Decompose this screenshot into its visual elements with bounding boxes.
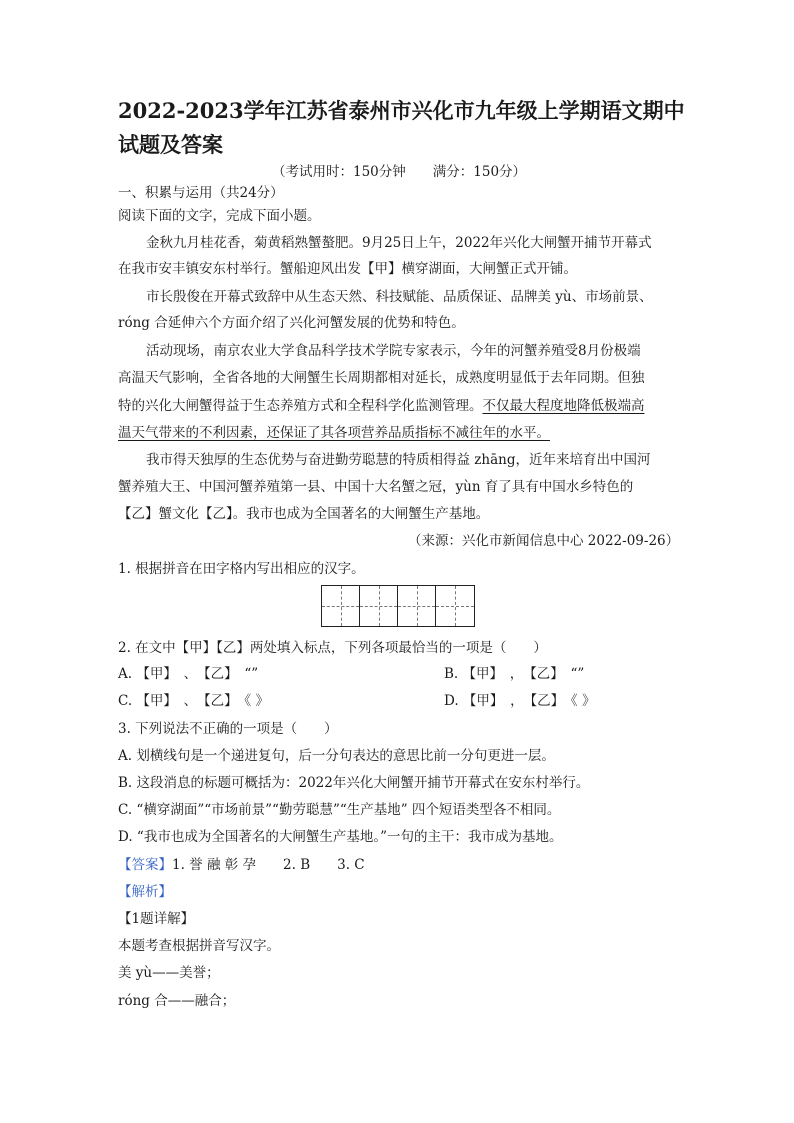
analysis-line3: róng 合——融合； — [118, 993, 236, 1009]
question-1: 1. 根据拼音在田字格内写出相应的汉字。 — [118, 561, 365, 577]
passage-p3-line3 — [118, 396, 645, 416]
question-2: 2. 在文中【甲】【乙】两处填入标点，下列各项最恰当的一项是（ ） — [118, 640, 547, 656]
question-3: 3. 下列说法不正确的一项是（ ） — [118, 721, 338, 737]
passage-p1-line1: 金秋九月桂花香，菊黄稻熟蟹螯肥。9月25日上午，2022年兴化大闸蟹开捕节开幕式 — [146, 235, 652, 251]
grid-cell[interactable] — [398, 586, 436, 626]
q2-option-d: D. 【甲】 ， 【乙】 《 》 — [444, 693, 596, 709]
passage-p3-line3-plain: 特的兴化大闸蟹得益于生态养殖方式和全程科学化监测管理。 — [118, 398, 483, 414]
answer-text: 1. 誉 融 彰 孕 2. B 3. C — [172, 857, 365, 873]
analysis-subheading: 【1题详解】 — [118, 911, 195, 927]
analysis-label: 【解析】 — [118, 884, 172, 900]
grid-cell[interactable] — [436, 586, 474, 626]
passage-source: （来源：兴化市新闻信息中心 2022-09-26） — [408, 533, 680, 549]
q2-option-c: C. 【甲】 、 【乙】 《 》 — [118, 693, 269, 709]
grid-cell[interactable] — [322, 586, 360, 626]
document-title-line1: 2022-2023学年江苏省泰州市兴化市九年级上学期语文期中 — [118, 98, 685, 123]
analysis-line1: 本题考查根据拼音写汉字。 — [118, 938, 280, 954]
passage-p3-line1: 活动现场，南京农业大学食品科学技术学院专家表示，今年的河蟹养殖受8月份极端 — [146, 343, 641, 359]
underlined-sentence-part2: 温天气带来的不利因素，还保证了其各项营养品质指标不减往年的水平。 — [118, 425, 550, 441]
passage-p4-line3: 【乙】蟹文化【乙】。我市也成为全国著名的大闸蟹生产基地。 — [118, 506, 490, 522]
passage-p4-line1: 我市得天独厚的生态优势与奋进勤劳聪慧的特质相得益 zhāng，近年来培育出中国河 — [146, 452, 651, 468]
answer-label: 【答案】 — [118, 857, 172, 873]
analysis-line2: 美 yù——美誉； — [118, 965, 220, 981]
exam-info: （考试用时：150分钟 满分：150分） — [272, 164, 527, 180]
q2-option-b: B. 【甲】 ， 【乙】 “” — [444, 666, 585, 682]
section-instruction: 阅读下面的文字，完成下面小题。 — [118, 208, 321, 224]
grid-cell[interactable] — [360, 586, 398, 626]
passage-p4-line2: 蟹养殖大王、中国河蟹养殖第一县、中国十大名蟹之冠，yùn 育了具有中国水乡特色的 — [118, 479, 634, 495]
answer-line — [118, 855, 365, 875]
q2-option-a: A. 【甲】 、 【乙】 “” — [118, 666, 259, 682]
underlined-sentence-part1: 不仅最大程度地降低极端高 — [482, 398, 645, 414]
q3-option-b: B. 这段消息的标题可概括为：2022年兴化大闸蟹开捕节开幕式在安东村举行。 — [118, 775, 590, 791]
tianzi-grid[interactable] — [321, 585, 475, 627]
q3-option-a: A. 划横线句是一个递进复句，后一分句表达的意思比前一分句更进一层。 — [118, 748, 555, 764]
passage-p3-line2: 高温天气影响，全省各地的大闸蟹生长周期都相对延长，成熟度明显低于去年同期。但独 — [118, 370, 645, 386]
passage-p1-line2: 在我市安丰镇安东村举行。蟹船迎风出发【甲】横穿湖面，大闸蟹正式开铺。 — [118, 261, 577, 277]
passage-p2-line1: 市长殷俊在开幕式致辞中从生态天然、科技赋能、品质保证、品牌美 yù、市场前景、 — [146, 289, 653, 305]
section-heading: 一、积累与运用（共24分） — [118, 185, 284, 201]
q3-option-c: C. “横穿湖面”“市场前景”“勤劳聪慧”“生产基地” 四个短语类型各不相同。 — [118, 802, 561, 818]
passage-p2-line2: róng 合延伸六个方面介绍了兴化河蟹发展的优势和特色。 — [118, 315, 465, 331]
q3-option-d: D. “我市也成为全国著名的大闸蟹生产基地。”一句的主干：我市成为基地。 — [118, 829, 563, 845]
document-title-line2: 试题及答案 — [118, 132, 223, 157]
